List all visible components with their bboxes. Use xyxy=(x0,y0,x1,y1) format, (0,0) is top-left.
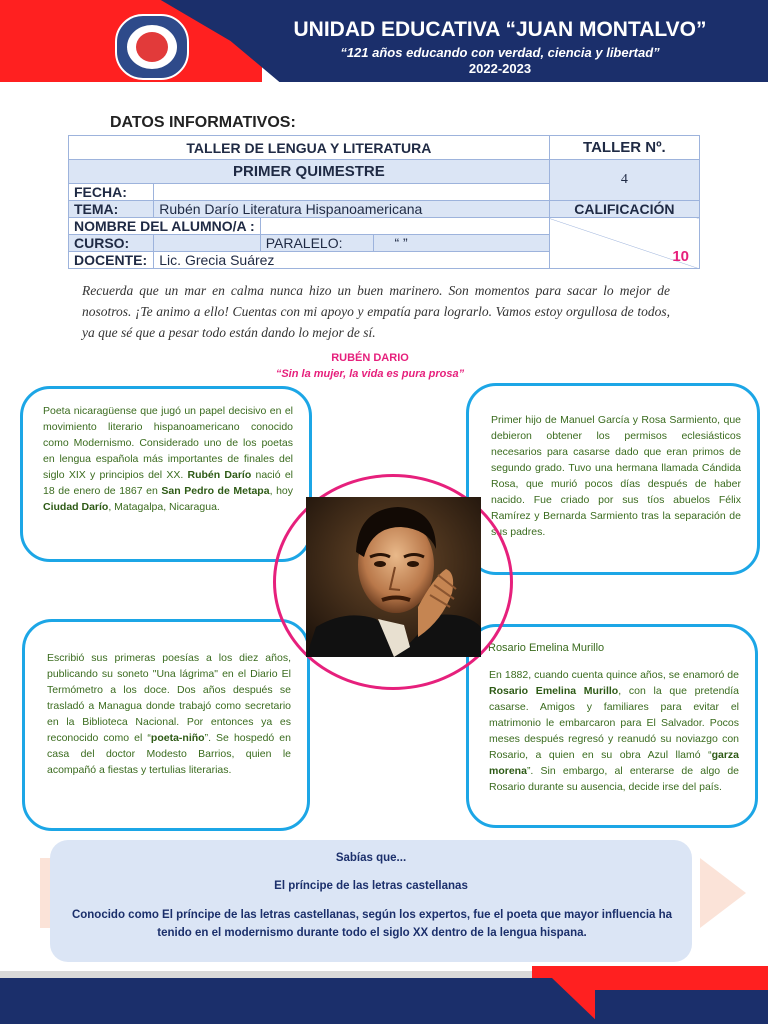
school-title: UNIDAD EDUCATIVA “JUAN MONTALVO” xyxy=(293,18,707,41)
fecha-field[interactable] xyxy=(154,184,550,201)
docente-label: DOCENTE: xyxy=(69,252,154,269)
did-you-know-subtitle: El príncipe de las letras castellanas xyxy=(274,880,468,892)
taller-title: TALLER DE LENGUA Y LITERATURA xyxy=(69,136,550,160)
info-table xyxy=(68,135,700,269)
alumno-field[interactable] xyxy=(260,218,549,235)
paralelo-field[interactable]: “ ” xyxy=(374,235,549,252)
tema-value: Rubén Darío Literatura Hispanoamericana xyxy=(154,201,550,218)
school-motto: “121 años educando con verdad, ciencia y libertad” xyxy=(340,45,660,60)
taller-number: 4 xyxy=(549,160,699,201)
box-text: Escribió sus primeras poesías a los diez años, publicando su soneto "Una lágrima" en el Diario El Termómetro a los doce. Dos años después se trasladó a Managua donde trabajó como secretario en la Biblioteca Nacional. Por entonces ya es reconocido como el “poeta-niño”. Se hospedó en casa del doctor Modesto Barrios, quien le acompañó a fiestas y tertulias literarias. xyxy=(47,652,291,776)
did-you-know-title: Sabías que... xyxy=(335,852,407,864)
docente-value: Lic. Grecia Suárez xyxy=(154,252,550,269)
ruben-dario-title: RUBÉN DARIO xyxy=(331,352,409,364)
ruben-dario-quote: “Sin la mujer, la vida es pura prosa” xyxy=(275,368,465,380)
box-text: En 1882, cuando cuenta quince años, se enamoró de Rosario Emelina Murillo, con la que pretendía casarse. Amigos y familiares para evitar el matrimonio le embarcaron para El Salvador. Pocos meses después regresó y reanudó su noviazgo con Rosario, a quien en su obra Azul llamó “garza morena”. Sin embargo, al enterarse de algo de Rosario durante su ausencia, decide irse del país. xyxy=(489,669,740,793)
info-box-bottom-left xyxy=(22,619,310,831)
alumno-label: NOMBRE DEL ALUMNO/A : xyxy=(69,218,261,235)
calificacion-label: CALIFICACIÓN xyxy=(549,201,699,218)
paralelo-label: PARALELO: xyxy=(260,235,374,252)
info-box-bottom-right xyxy=(466,624,758,828)
box-text: Primer hijo de Manuel García y Rosa Sarmiento, que debieron obtener los permisos eclesiásticos necesarios para casarse dado que eran primos de segundo grado. Tuvo una hermana llamada Cándida Rosa, que murió pocos días después de haber nacido. Fue criado por sus tíos abuelos Félix Ramírez y Bernarda Sarmiento tras la separación de sus padres. xyxy=(491,414,741,538)
motivational-quote: Recuerda que un mar en calma nunca hizo un buen marinero. Son momentos para sacar lo mejor de nosotros. ¡Te animo a ello! Cuentas con mi apoyo y empatía para lograrlo. Vamos estoy orgullosa de todos, ya que sé que a pesar todo están dando lo mejor de sí. xyxy=(82,283,670,340)
taller-no-label: TALLER Nº. xyxy=(549,136,699,160)
box-text: Poeta nicaragüense que jugó un papel decisivo en el movimiento literario hispanoamericano conocido como Modernismo. Considerado uno de los poetas en lengua española más importantes de finales del siglo XIX y principios del XX. Rubén Darío nació el 18 de enero de 1867 en San Pedro de Metapa, hoy Ciudad Darío, Matagalpa, Nicaragua. xyxy=(43,405,294,513)
ruben-dario-portrait xyxy=(306,497,481,657)
quimestre: PRIMER QUIMESTRE xyxy=(69,160,550,184)
info-box-top-left xyxy=(20,386,312,562)
info-heading: DATOS INFORMATIVOS: xyxy=(110,114,296,131)
info-box-top-right xyxy=(466,383,760,575)
school-year: 2022-2023 xyxy=(468,61,532,76)
tema-label: TEMA: xyxy=(69,201,154,218)
school-logo xyxy=(115,14,189,80)
fecha-label: FECHA: xyxy=(69,184,154,201)
box-title-rosario: Rosario Emelina Murillo xyxy=(488,642,605,654)
callout-arrow xyxy=(700,858,746,928)
footer-navy-band-right xyxy=(595,990,768,1024)
did-you-know-text: Conocido como El príncipe de las letras castellanas, según los expertos, fue el poeta que mayor influencia ha tenido en el modernismo durante todo el siglo XX dentro de la lengua hispana. xyxy=(71,909,673,939)
curso-field[interactable] xyxy=(154,235,260,252)
curso-label: CURSO: xyxy=(69,235,154,252)
calificacion-value: 10 xyxy=(549,218,699,269)
footer-navy-band xyxy=(0,978,600,1024)
